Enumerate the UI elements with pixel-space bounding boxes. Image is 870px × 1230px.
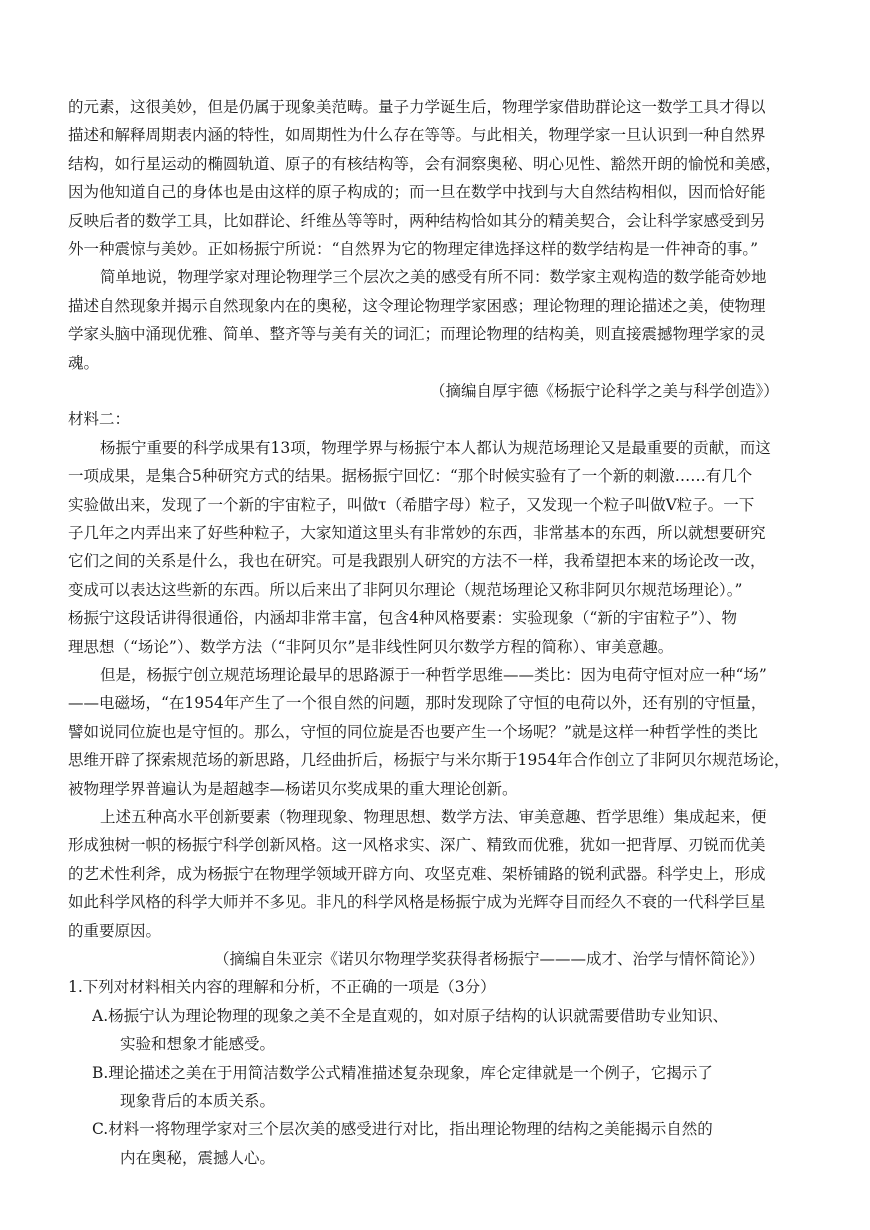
paragraph-line: 外一种震惊与美妙。正如杨振宁所说：“自然界为它的物理定律选择这样的数学结构是一件神奇的事。”: [68, 240, 759, 258]
option-c: C.材料一将物理学家对三个层次美的感受进行对比，指出理论物理的结构之美能揭示自然的: [92, 1120, 713, 1139]
paragraph-line: 被物理学界普遍认为是超越李—杨诺贝尔奖成果的重大理论创新。: [68, 779, 518, 798]
paragraph-line: 形成独树一帜的杨振宁科学创新风格。这一风格求实、深广、精致而优雅，犹如一把背厚、刃锐而优美: [68, 836, 766, 855]
paragraph-line: 的重要原因。: [68, 921, 162, 940]
paragraph-line: 一项成果，是集合5种研究方式的结果。据杨振宁回忆：“那个时候实验有了一个新的刺激……有几个: [68, 467, 753, 486]
section-heading: 材料二：: [68, 410, 131, 429]
paragraph-line: 魂。: [68, 353, 100, 372]
question-stem: 1.下列对材料相关内容的理解和分析，不正确的一项是（3分）: [68, 978, 496, 997]
citation: （摘编自朱亚宗《诺贝尔物理学奖获得者杨振宁———成才、治学与情怀简论》）: [214, 950, 765, 968]
paragraph-line: 描述和解释周期表内涵的特性，如周期性为什么存在等等。与此相关，物理学家一旦认识到一种自然界: [68, 126, 766, 145]
option-a-continued: 实验和想象才能感受。: [120, 1035, 276, 1054]
paragraph-line: 反映后者的数学工具，比如群论、纤维丛等等时，两种结构恰如其分的精美契合，会让科学家感受到另: [68, 211, 766, 230]
paragraph-line: 结构，如行星运动的椭圆轨道、原子的有核结构等，会有洞察奥秘、明心见性、豁然开朗的愉悦和美感，: [68, 154, 782, 173]
citation: （摘编自厚宇德《杨振宁论科学之美与科学创造》）: [430, 382, 779, 400]
paragraph-line: 实验做出来，发现了一个新的宇宙粒子，叫做τ（希腊字母）粒子，又发现一个粒子叫做V粒子。一下: [68, 495, 755, 514]
paragraph-line: 简单地说，物理学家对理论物理学三个层次之美的感受有所不同：数学家主观构造的数学能奇妙地: [100, 268, 767, 287]
paragraph-line: 变成可以表达这些新的东西。所以后来出了非阿贝尔理论（规范场理论又称非阿贝尔规范场理论）。”: [68, 580, 743, 599]
option-b-continued: 现象背后的本质关系。: [120, 1092, 276, 1110]
paragraph-line: 杨振宁这段话讲得很通俗，内涵却非常丰富，包含4种风格要素：实验现象（“新的宇宙粒子”）、物: [68, 609, 737, 628]
paragraph-line: 它们之间的关系是什么，我也在研究。可是我跟别人研究的方法不一样，我希望把本来的场论改一改，: [68, 552, 766, 571]
paragraph-line: ——电磁场，“在1954年产生了一个很自然的问题，那时发现除了守恒的电荷以外，还有别的守恒量，: [68, 694, 767, 713]
paragraph-line: 杨振宁重要的科学成果有13项，物理学界与杨振宁本人都认为规范场理论又是最重要的贡献，而这: [100, 438, 771, 457]
paragraph-line: 学家头脑中涌现优雅、简单、整齐等与美有关的词汇；而理论物理的结构美，则直接震撼物理学家的灵: [68, 325, 766, 344]
paragraph-line: 描述自然现象并揭示自然现象内在的奥秘，这令理论物理学家困惑；理论物理的理论描述之美，使物理: [68, 296, 766, 315]
paragraph-line: 上述五种高水平创新要素（物理现象、物理思想、数学方法、审美意趣、哲学思维）集成起来，便: [100, 808, 767, 826]
paragraph-line: 的元素，这很美妙，但是仍属于现象美范畴。量子力学诞生后，物理学家借助群论这一数学工具才得以: [68, 98, 766, 116]
option-c-continued: 内在奥秘，震撼人心。: [120, 1148, 276, 1167]
paragraph-line: 但是，杨振宁创立规范场理论最早的思路源于一种哲学思维——类比：因为电荷守恒对应一种“场”: [100, 666, 767, 684]
paragraph-line: 的艺术性利斧，成为杨振宁在物理学领域开辟方向、攻坚克难、架桥铺路的锐利武器。科学史上，形成: [68, 864, 766, 883]
paragraph-line: 如此科学风格的科学大师并不多见。非凡的科学风格是杨振宁成为光辉夺目而经久不衰的一代科学巨星: [68, 893, 766, 912]
paragraph-line: 譬如说同位旋也是守恒的。那么，守恒的同位旋是否也要产生一个场呢？”就是这样一种哲学性的类比: [68, 722, 758, 741]
paragraph-line: 理思想（“场论”）、数学方法（“非阿贝尔”是非线性阿贝尔数学方程的简称）、审美意趣。: [68, 637, 674, 656]
option-a: A.杨振宁认为理论物理的现象之美不全是直观的，如对原子结构的认识就需要借助专业知识、: [92, 1006, 729, 1025]
paragraph-line: 思维开辟了探索规范场的新思路，几经曲折后，杨振宁与米尔斯于1954年合作创立了非阿贝尔规范场论，: [68, 751, 790, 770]
option-b: B.理论描述之美在于用简洁数学公式精准描述复杂现象，库仑定律就是一个例子，它揭示了: [92, 1063, 713, 1082]
paragraph-line: 因为他知道自己的身体也是由这样的原子构成的；而一旦在数学中找到与大自然结构相似，因而恰好能: [68, 183, 766, 202]
paragraph-line: 子几年之内弄出来了好些种粒子，大家知道这里头有非常妙的东西，非常基本的东西，所以就想要研究: [68, 524, 766, 542]
